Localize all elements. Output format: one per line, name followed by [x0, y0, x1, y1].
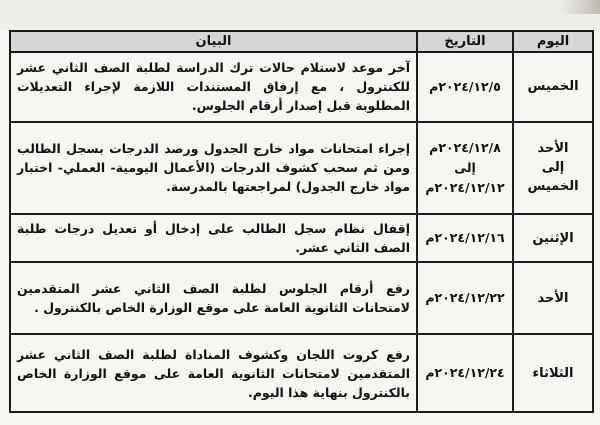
header-date: التاريخ — [417, 31, 513, 52]
table-row — [10, 122, 593, 214]
row-day: الأحد إلى الخميس — [513, 122, 593, 214]
row-date: ٢٠٢٤/١٢/١٦م — [417, 214, 513, 262]
row-day: الأحد — [513, 262, 593, 334]
header-statement: البيان — [10, 31, 417, 52]
table-row — [10, 52, 593, 122]
table-row — [10, 262, 593, 334]
table-row — [10, 214, 593, 262]
schedule-table — [9, 30, 594, 413]
row-statement: إجراء امتحانات مواد خارج الجدول ورصد الدرجات بسجل الطالب ومن ثم سحب كشوف الدرجات (الأعمال اليومية- العملي- اختبار مواد خارج الجدول) لمراجعتها بالمدرسة. — [10, 122, 417, 214]
table-row — [10, 334, 593, 412]
row-day: الإثنين — [513, 214, 593, 262]
row-date: ٢٠٢٤/١٢/٨م إلى ٢٠٢٤/١٢/١٢م — [417, 122, 513, 214]
row-statement: رفع أرقام الجلوس لطلبة الصف الثاني عشر المتقدمين لامتحانات الثانوية العامة على موقع الوزارة الخاص بالكنترول . — [10, 262, 417, 334]
row-statement: رفع كروت اللجان وكشوف المناداة لطلبة الصف الثاني عشر المتقدمين لامتحانات الثانوية العامة على موقع الوزارة الخاص بالكنترول بنهاية هذا اليوم. — [10, 334, 417, 412]
row-statement: إقفال نظام سجل الطالب على إدخال أو تعديل درجات طلبة الصف الثاني عشر. — [10, 214, 417, 262]
row-day: الثلاثاء — [513, 334, 593, 412]
row-date: ٢٠٢٤/١٢/٥م — [417, 52, 513, 122]
paper-corner-shadow — [560, 0, 600, 14]
row-statement: آخر موعد لاستلام حالات ترك الدراسة لطلبة الصف الثاني عشر للكنترول ، مع إرفاق المستندات اللازمة لإجراء التعديلات المطلوبة قبل إصدار أرقام الجلوس. — [10, 52, 417, 122]
row-date: ٢٠٢٤/١٢/٢٤م — [417, 334, 513, 412]
header-day: اليوم — [513, 31, 593, 52]
header-row — [10, 31, 593, 52]
row-date: ٢٠٢٤/١٢/٢٢م — [417, 262, 513, 334]
row-day: الخميس — [513, 52, 593, 122]
top-margin — [0, 0, 600, 30]
